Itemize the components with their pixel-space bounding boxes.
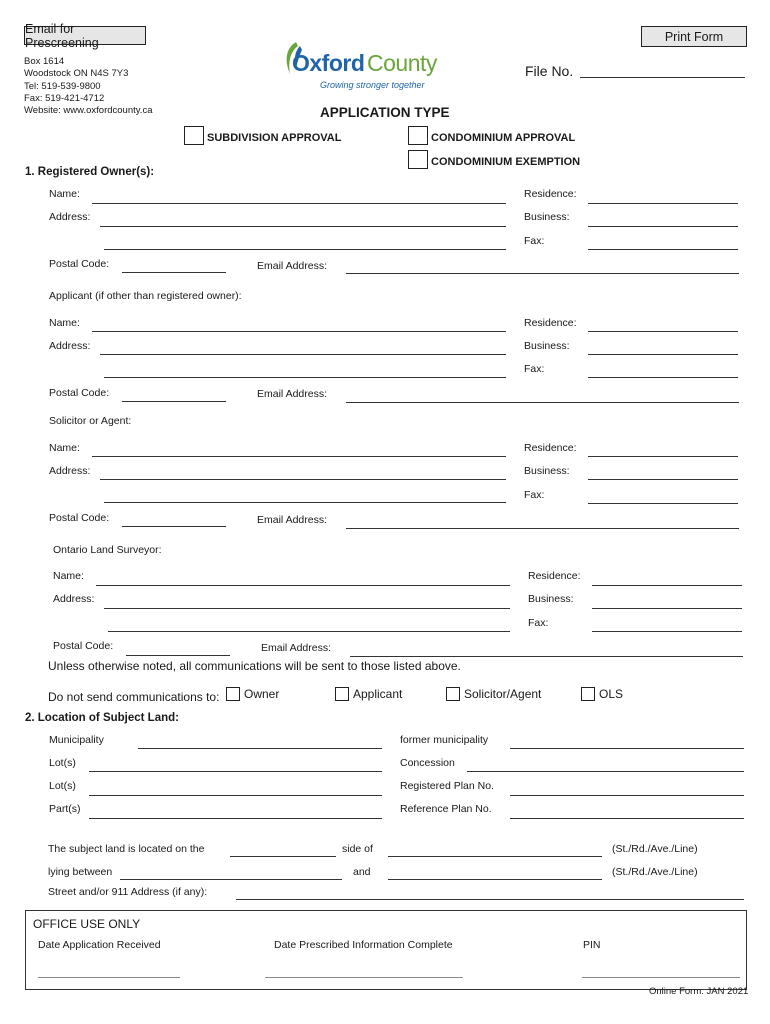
applicant-business-field[interactable] [588,354,738,355]
address-line: Box 1614 [24,56,65,67]
applicant-business-label: Business: [524,340,570,352]
applicant-heading: Applicant (if other than registered owner): [49,290,242,302]
applicant-email-field[interactable] [346,402,739,403]
ols-business-field[interactable] [592,608,742,609]
ols-email-field[interactable] [350,656,743,657]
no-comm-ols-label: OLS [599,687,624,701]
pin-label: PIN [583,939,601,951]
solicitor-business-label: Business: [524,465,570,477]
county-address [24,56,152,117]
application-type-title: APPLICATION TYPE [320,105,450,120]
applicant-fax-label: Fax: [524,363,545,375]
side-of-street-field[interactable] [388,856,602,857]
lots-field-1[interactable] [89,771,382,772]
date-complete-field[interactable] [265,977,463,978]
logo-tagline: Growing stronger together [320,80,425,90]
no-comm-applicant-checkbox[interactable] [335,687,349,701]
street-suffix-label-1: (St./Rd./Ave./Line) [612,843,698,855]
subdivision-approval-label: SUBDIVISION APPROVAL [207,132,342,144]
ols-fax-field[interactable] [592,631,742,632]
solicitor-fax-field[interactable] [588,503,738,504]
solicitor-postal-label: Postal Code: [49,512,110,524]
reference-plan-label: Reference Plan No. [400,803,492,815]
ols-postal-field[interactable] [126,655,230,656]
date-received-label: Date Application Received [38,939,161,951]
municipality-field[interactable] [138,748,382,749]
condominium-approval-label: CONDOMINIUM APPROVAL [431,132,576,144]
solicitor-address-field-2[interactable] [104,502,506,503]
registered-plan-field[interactable] [510,795,744,796]
solicitor-business-field[interactable] [588,479,738,480]
section2-title: 2. Location of Subject Land: [25,712,179,724]
no-comm-owner-label: Owner [244,687,280,701]
ols-address-field[interactable] [104,608,510,609]
ols-heading: Ontario Land Surveyor: [53,544,162,556]
solicitor-name-label: Name: [49,442,80,454]
applicant-email-label: Email Address: [257,388,328,400]
parts-label: Part(s) [49,803,81,815]
no-comm-owner-checkbox[interactable] [226,687,240,701]
former-municipality-field[interactable] [510,748,744,749]
solicitor-residence-label: Residence: [524,442,577,454]
lying-between-field[interactable] [120,879,342,880]
street-address-label: Street and/or 911 Address (if any): [48,886,208,898]
lying-between-label: lying between [48,866,113,878]
applicant-name-field[interactable] [92,331,506,332]
date-complete-label: Date Prescribed Information Complete [274,939,453,951]
solicitor-name-field[interactable] [92,456,506,457]
applicant-fax-field[interactable] [588,377,738,378]
ols-email-label: Email Address: [261,642,332,654]
street-suffix-label-2: (St./Rd./Ave./Line) [612,866,698,878]
applicant-name-label: Name: [49,317,80,329]
ols-address-label: Address: [53,593,95,605]
registered-plan-label: Registered Plan No. [400,780,494,792]
owner-email-field[interactable] [346,273,739,274]
no-comm-solicitor-label: Solicitor/Agent [464,687,542,701]
solicitor-email-label: Email Address: [257,514,328,526]
owner-business-label: Business: [524,211,570,223]
owner-postal-field[interactable] [122,272,226,273]
logo-oxford-text: Oxford [292,50,365,76]
no-comm-solicitor-checkbox[interactable] [446,687,460,701]
section1-title: 1. Registered Owner(s): [25,166,155,178]
concession-label: Concession [400,757,455,769]
condominium-exemption-checkbox[interactable] [408,150,428,169]
subdivision-approval-checkbox[interactable] [184,126,204,145]
owner-address-field[interactable] [100,226,506,227]
owner-business-field[interactable] [588,226,738,227]
solicitor-address-label: Address: [49,465,91,477]
date-received-field[interactable] [38,977,180,978]
address-line: Website: www.oxfordcounty.ca [24,105,153,117]
ols-fax-label: Fax: [528,617,549,629]
applicant-address-field-2[interactable] [104,377,506,378]
solicitor-heading: Solicitor or Agent: [49,415,132,427]
lots-label-2: Lot(s) [49,780,76,792]
ols-residence-field[interactable] [592,585,742,586]
condominium-exemption-label: CONDOMINIUM EXEMPTION [431,156,581,168]
condominium-approval-checkbox[interactable] [408,126,428,145]
solicitor-postal-field[interactable] [122,526,226,527]
address-line: Woodstock ON N4S 7Y3 [24,68,129,80]
ols-business-label: Business: [528,593,574,605]
and-street-field[interactable] [388,879,602,880]
ols-residence-label: Residence: [528,570,581,582]
parts-field[interactable] [89,818,382,819]
applicant-residence-field[interactable] [588,331,738,332]
municipality-label: Municipality [49,734,104,746]
former-municipality-label: former municipality [400,734,489,746]
oxford-county-logo [282,40,447,92]
ols-address-field-2[interactable] [108,631,510,632]
no-comm-applicant-label: Applicant [353,687,403,701]
file-no-field[interactable] [580,77,745,78]
applicant-address-field[interactable] [100,354,506,355]
do-not-send-label: Do not send communications to: [48,690,220,704]
solicitor-address-field[interactable] [100,479,506,480]
office-use-box [25,910,747,990]
ols-postal-label: Postal Code: [53,640,114,652]
owner-fax-field[interactable] [588,249,738,250]
address-line: Fax: 519-421-4712 [24,92,105,104]
applicant-residence-label: Residence: [524,317,577,329]
located-side-field[interactable] [230,856,336,857]
solicitor-residence-field[interactable] [588,456,738,457]
owner-name-label: Name: [49,188,80,200]
solicitor-fax-label: Fax: [524,489,545,501]
concession-field[interactable] [467,771,744,772]
located-on-label: The subject land is located on the [48,843,205,855]
form-version-footer: Online Form. JAN 2021 [649,986,749,997]
side-of-label: side of [342,843,373,855]
ols-name-field[interactable] [96,585,510,586]
owner-email-label: Email Address: [257,260,328,272]
owner-name-field[interactable] [92,203,506,204]
office-use-title: OFFICE USE ONLY [33,917,141,931]
reference-plan-field[interactable] [510,818,744,819]
communications-note: Unless otherwise noted, all communications will be sent to those listed above. [48,659,461,673]
file-no-label: File No. [525,63,574,79]
owner-address-label: Address: [49,211,91,223]
lots-field-2[interactable] [89,795,382,796]
owner-postal-label: Postal Code: [49,258,110,270]
applicant-postal-label: Postal Code: [49,387,110,399]
logo-county-text: County [367,50,437,76]
applicant-postal-field[interactable] [122,401,226,402]
address-line: Tel: 519-539-9800 [24,80,101,92]
ols-name-label: Name: [53,570,84,582]
applicant-address-label: Address: [49,340,91,352]
owner-address-field-2[interactable] [104,249,506,250]
and-label: and [353,866,371,878]
street-address-field[interactable] [236,899,744,900]
no-comm-ols-checkbox[interactable] [581,687,595,701]
owner-fax-label: Fax: [524,235,545,247]
pin-field[interactable] [582,977,740,978]
solicitor-email-field[interactable] [346,528,739,529]
print-form-button[interactable]: Print Form [641,26,747,47]
email-prescreening-button[interactable]: Email for Prescreening [24,26,146,45]
owner-residence-label: Residence: [524,188,577,200]
owner-residence-field[interactable] [588,203,738,204]
lots-label-1: Lot(s) [49,757,76,769]
